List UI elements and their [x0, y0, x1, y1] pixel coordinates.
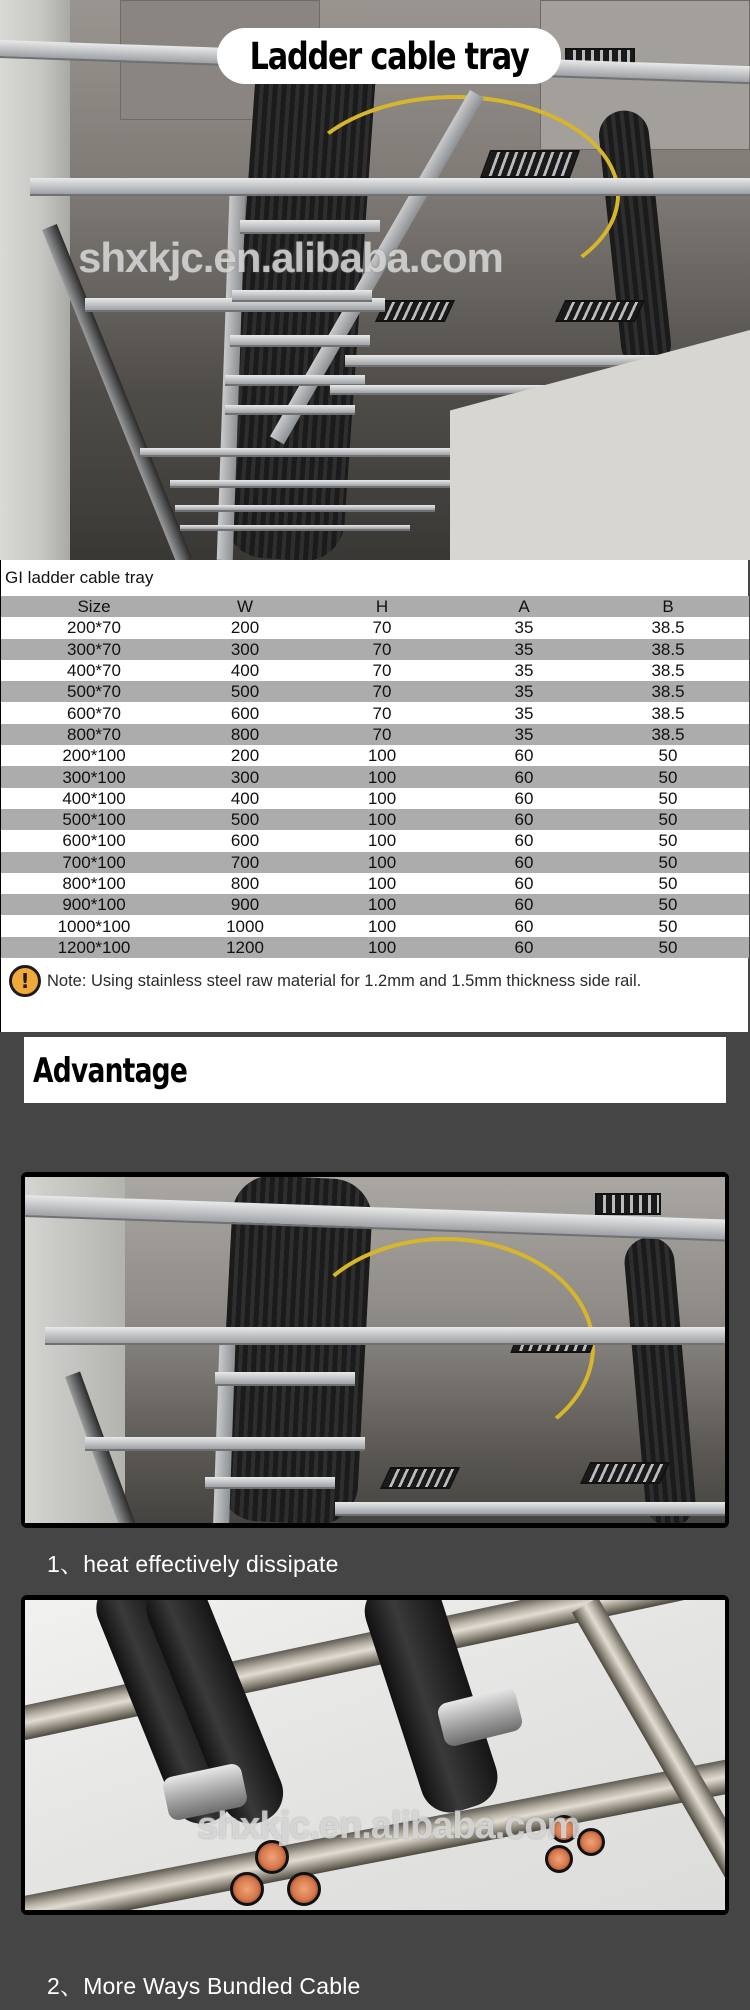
- copper-core: [577, 1828, 605, 1856]
- table-row: [1, 830, 749, 851]
- cell-b: 50: [658, 916, 678, 936]
- table-row: [1, 894, 749, 915]
- cell-a: 60: [514, 831, 534, 851]
- cell-h: 100: [367, 916, 397, 936]
- title-banner: [217, 28, 561, 84]
- watermark: shxkjc.en.alibaba.com: [78, 234, 503, 281]
- ceiling-light: [380, 1467, 460, 1489]
- cell-h: 100: [367, 831, 397, 851]
- cell-size: 500*100: [62, 810, 126, 830]
- cell-h: 100: [367, 746, 397, 766]
- cell-a: 35: [514, 639, 534, 659]
- column-header-b: B: [662, 597, 674, 617]
- cell-w: 800: [230, 724, 260, 744]
- cell-a: 60: [514, 937, 534, 957]
- cell-h: 70: [372, 618, 392, 638]
- cross-rung: [45, 1327, 725, 1345]
- column-header-size: Size: [77, 597, 111, 617]
- cross-rung: [170, 480, 470, 488]
- page-title: Ladder cable tray: [249, 34, 529, 78]
- table-row: [1, 766, 749, 787]
- advantage-caption-1: 1、heat effectively dissipate: [47, 1551, 339, 1577]
- cell-b: 50: [658, 937, 678, 957]
- advantage-title: Advantage: [33, 1051, 188, 1091]
- table-row: [1, 639, 749, 660]
- cross-rung: [230, 335, 370, 347]
- cell-a: 60: [514, 788, 534, 808]
- cell-w: 1200: [226, 937, 264, 957]
- copper-core: [230, 1872, 264, 1906]
- ceiling-vent: [595, 1193, 661, 1215]
- cell-h: 100: [367, 874, 397, 893]
- cell-a: 60: [514, 874, 534, 893]
- cell-size: 400*100: [62, 788, 126, 808]
- cell-a: 35: [514, 724, 534, 744]
- cell-b: 38.5: [651, 724, 685, 744]
- cell-size: 300*100: [62, 767, 126, 787]
- cell-b: 50: [658, 895, 678, 915]
- cell-w: 700: [230, 852, 260, 872]
- cell-w: 1000: [226, 916, 264, 936]
- cable-clamp-photo: [25, 1600, 725, 1910]
- table-row: [1, 788, 749, 809]
- cross-rung: [30, 178, 750, 196]
- watermark: shxkjc.en.alibaba.com: [197, 1805, 580, 1847]
- cell-w: 500: [230, 810, 260, 830]
- table-header-row: [1, 596, 749, 617]
- cell-b: 50: [658, 831, 678, 851]
- cell-size: 600*70: [67, 703, 121, 723]
- column-header-w: W: [236, 597, 254, 617]
- cell-a: 60: [514, 767, 534, 787]
- cell-b: 50: [658, 810, 678, 830]
- left-wall: [0, 0, 70, 560]
- spec-panel: [0, 560, 748, 1032]
- cell-size: 200*100: [62, 746, 126, 766]
- table-row: [1, 660, 749, 681]
- material-note: [9, 965, 641, 997]
- cell-size: 1000*100: [57, 916, 131, 936]
- advantage-photo-2: [21, 1595, 729, 1915]
- cell-a: 35: [514, 661, 534, 681]
- cross-rung: [215, 1372, 355, 1386]
- table-row: [1, 745, 749, 766]
- cross-rung: [175, 505, 435, 512]
- advantage-header: [24, 1037, 726, 1103]
- cell-h: 100: [367, 895, 397, 915]
- cell-w: 600: [230, 703, 260, 723]
- cell-h: 70: [372, 661, 392, 681]
- table-row: [1, 873, 749, 894]
- cell-w: 400: [230, 661, 260, 681]
- cell-size: 700*100: [62, 852, 126, 872]
- cross-rung: [205, 1477, 335, 1489]
- cell-w: 300: [230, 639, 260, 659]
- cell-b: 38.5: [651, 661, 685, 681]
- cell-h: 70: [372, 724, 392, 744]
- spec-title: GI ladder cable tray: [5, 568, 154, 587]
- cross-rung: [240, 220, 380, 234]
- cell-w: 500: [230, 682, 260, 702]
- hero-photo: [0, 0, 750, 560]
- copper-core: [545, 1845, 573, 1873]
- cell-w: 400: [230, 788, 260, 808]
- cell-a: 35: [514, 703, 534, 723]
- copper-core: [287, 1872, 321, 1906]
- cell-size: 300*70: [67, 639, 121, 659]
- table-row: [1, 937, 749, 958]
- cell-size: 1200*100: [57, 937, 131, 957]
- cross-rung: [225, 405, 355, 415]
- ladder-tray-ceiling-photo: [25, 1177, 725, 1523]
- advantage-caption-2: 2、More Ways Bundled Cable: [47, 1973, 361, 1999]
- cell-a: 60: [514, 895, 534, 915]
- table-row: [1, 915, 749, 936]
- cell-h: 100: [367, 852, 397, 872]
- table-row: [1, 617, 749, 638]
- ceiling-light: [555, 300, 645, 322]
- cell-b: 50: [658, 767, 678, 787]
- cell-b: 38.5: [651, 639, 685, 659]
- cell-b: 50: [658, 746, 678, 766]
- cell-h: 70: [372, 682, 392, 702]
- table-row: [1, 702, 749, 723]
- cell-a: 35: [514, 682, 534, 702]
- cell-w: 200: [230, 618, 260, 638]
- cell-size: 400*70: [67, 661, 121, 681]
- cell-a: 60: [514, 746, 534, 766]
- cell-a: 35: [514, 618, 534, 638]
- table-body: [1, 617, 749, 958]
- spec-table: [1, 596, 749, 958]
- cell-b: 50: [658, 874, 678, 893]
- cell-h: 100: [367, 810, 397, 830]
- cell-size: 900*100: [62, 895, 126, 915]
- ceiling-light: [375, 300, 455, 322]
- cell-size: 200*70: [67, 618, 121, 638]
- cell-b: 50: [658, 788, 678, 808]
- cell-a: 60: [514, 810, 534, 830]
- cross-rung: [232, 290, 372, 302]
- cell-b: 38.5: [651, 682, 685, 702]
- cell-w: 800: [230, 874, 260, 893]
- note-text: Note: Using stainless steel raw material for 1.2mm and 1.5mm thickness side rail.: [47, 971, 642, 990]
- ceiling-light: [580, 1462, 670, 1484]
- table-row: [1, 681, 749, 702]
- cell-w: 600: [230, 831, 260, 851]
- cross-rung: [180, 525, 410, 531]
- cell-size: 800*70: [67, 724, 121, 744]
- cell-b: 50: [658, 852, 678, 872]
- cell-a: 60: [514, 852, 534, 872]
- cell-b: 38.5: [651, 618, 685, 638]
- cell-b: 38.5: [651, 703, 685, 723]
- cell-h: 100: [367, 788, 397, 808]
- cell-size: 500*70: [67, 682, 121, 702]
- cell-a: 60: [514, 916, 534, 936]
- warning-icon: !: [9, 965, 41, 997]
- table-row: [1, 809, 749, 830]
- table-row: [1, 852, 749, 873]
- column-header-h: H: [375, 597, 389, 617]
- column-header-a: A: [518, 597, 530, 617]
- table-row: [1, 724, 749, 745]
- cell-w: 200: [230, 746, 260, 766]
- cell-h: 100: [367, 937, 397, 957]
- cross-rung: [335, 1502, 725, 1516]
- steel-side-rail: [572, 1600, 725, 1910]
- advantage-photo-1: [21, 1172, 729, 1528]
- cell-w: 300: [230, 767, 260, 787]
- cell-h: 70: [372, 639, 392, 659]
- cell-size: 600*100: [62, 831, 126, 851]
- cell-h: 70: [372, 703, 392, 723]
- cell-w: 900: [230, 895, 260, 915]
- ceiling-light: [480, 150, 580, 178]
- cell-size: 800*100: [62, 874, 126, 893]
- cross-rung: [85, 1437, 365, 1451]
- cell-h: 100: [367, 767, 397, 787]
